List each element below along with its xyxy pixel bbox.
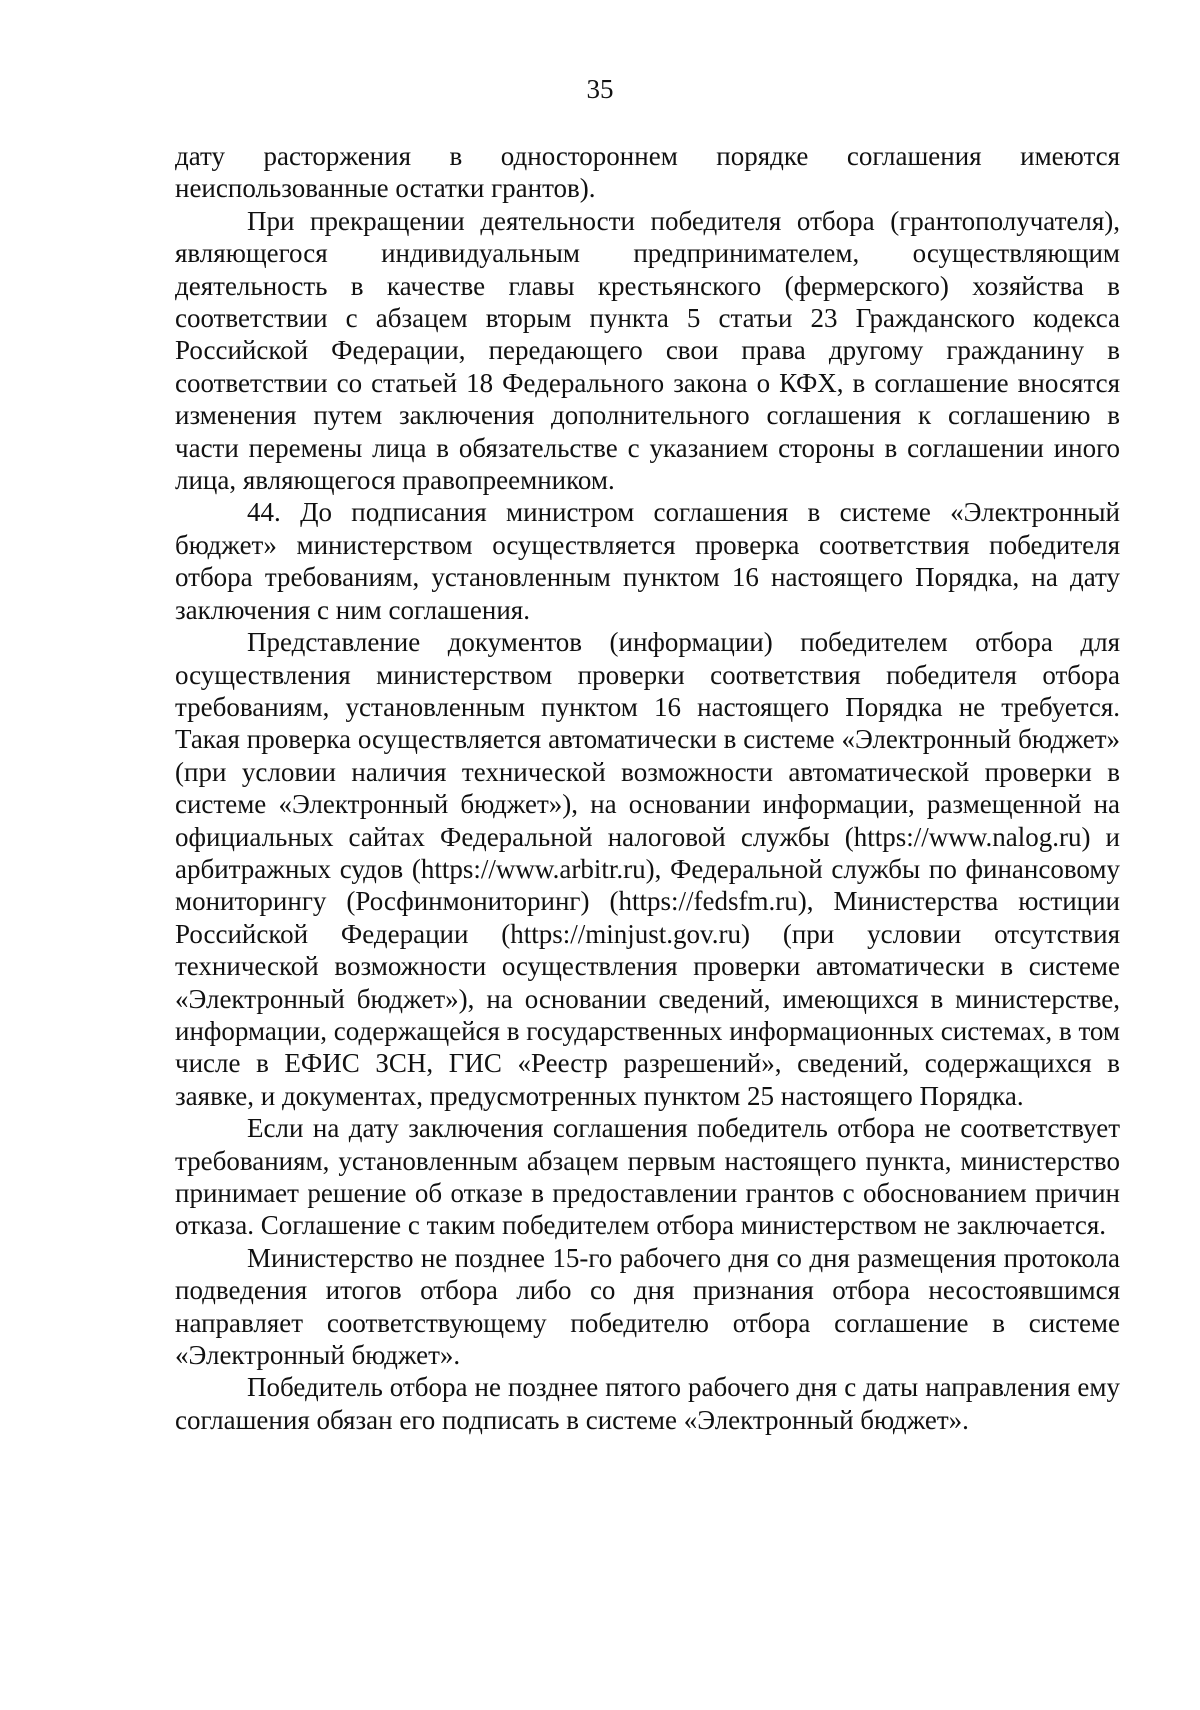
paragraph-1: дату расторжения в одностороннем порядке соглашения имеются неиспользованные остатки грантов). [175, 141, 1120, 204]
paragraph-4: Представление документов (информации) победителем отбора для осуществления министерством проверки соответствия победителя отбора требованиям, установленным пунктом 16 настоящего Порядка не требуется. Такая проверка осуществляется автоматически в системе «Электронный бюджет» (при условии наличия технической возможности автоматической проверки в системе «Электронный бюджет»), на основании информации, размещенной на официальных сайтах Федеральной налоговой службы (https://www.nalog.ru) и арбитражных судов (https://www.arbitr.ru), Федеральной службы по финансовому мониторингу (Росфинмониторинг) (https://fedsfm.ru), Министерства юстиции Российской Федерации (https://minjust.gov.ru) (при условии отсутствия технической возможности осуществления проверки автоматически в системе «Электронный бюджет»), на основании сведений, имеющихся в министерстве, информации, содержащейся в государственных информационных системах, в том числе в ЕФИС ЗСН, ГИС «Реестр разрешений», сведений, содержащихся в заявке, и документах, предусмотренных пунктом 25 настоящего Порядка. [175, 627, 1120, 1111]
paragraph-3: 44. До подписания министром соглашения в системе «Электронный бюджет» министерством осуществляется проверка соответствия победителя отбора требованиям, установленным пунктом 16 настоящего Порядка, на дату заключения с ним соглашения. [175, 497, 1120, 625]
paragraph-6: Министерство не позднее 15-го рабочего дня со дня размещения протокола подведения итогов отбора либо со дня признания отбора несостоявшимся направляет соответствующему победителю отбора соглашение в системе «Электронный бюджет». [175, 1242, 1120, 1371]
paragraph-5: Если на дату заключения соглашения победитель отбора не соответствует требованиям, установленным абзацем первым настоящего пункта, министерство принимает решение об отказе в предоставлении грантов с обоснованием причин отказа. Соглашение с таким победителем отбора министерством не заключается. [175, 1113, 1120, 1241]
paragraph-2: При прекращении деятельности победителя отбора (грантополучателя), являющегося индивидуальным предпринимателем, осуществляющим деятельность в качестве главы крестьянского (фермерского) хозяйства в соответствии с абзацем вторым пункта 5 статьи 23 Гражданского кодекса Российской Федерации, передающего свои права другому гражданину в соответствии со статьей 18 Федерального закона о КФХ, в соглашение вносятся изменения путем заключения дополнительного соглашения к соглашению в части перемены лица в обязательстве с указанием стороны в соглашении иного лица, являющегося правопреемником. [175, 205, 1120, 496]
body-text [175, 140, 1120, 1436]
page-number: 35 [586, 74, 614, 104]
paragraph-7: Победитель отбора не позднее пятого рабочего дня с даты направления ему соглашения обязан его подписать в системе «Электронный бюджет». [175, 1372, 1120, 1435]
